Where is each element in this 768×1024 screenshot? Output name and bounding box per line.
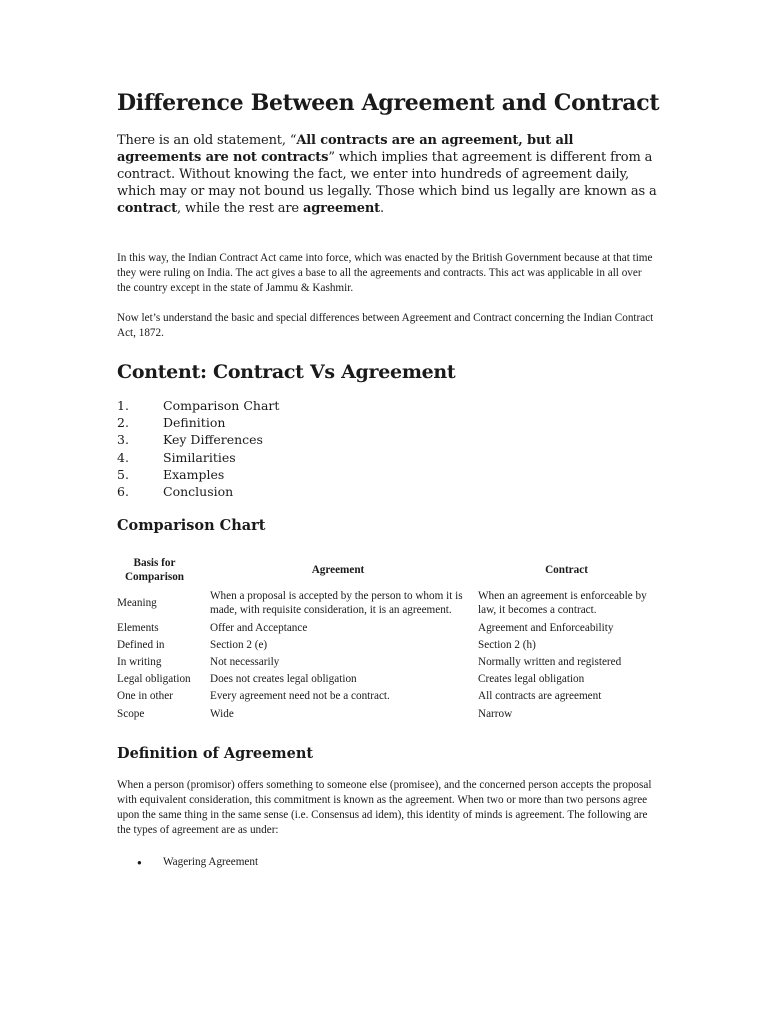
contents-item-number: 3. <box>117 432 129 448</box>
table-row <box>117 619 657 636</box>
intro-bold-agreement: agreement <box>302 201 380 216</box>
table-cell-basis: Elements <box>117 621 159 634</box>
table-header-agreement: Agreement <box>311 564 365 577</box>
contents-list <box>117 397 657 500</box>
table-cell-agreement: Wide <box>210 707 234 720</box>
contents-item-number: 4. <box>117 449 129 465</box>
table-header-contract: Contract <box>545 564 588 577</box>
contents-item-label: Examples <box>163 466 225 482</box>
table-row <box>117 588 657 619</box>
intro-text-2: ” which implies that agreement is different from a contract. Without knowing the fact, we enter into hundreds of agreement daily, which may or may not bound us legally. Those which bind us legally are known as a <box>117 150 657 199</box>
table-row <box>117 688 657 705</box>
intro-text-3: , while the rest are <box>177 201 303 216</box>
table-header-row <box>117 554 657 587</box>
table-cell-basis: One in other <box>117 690 173 703</box>
paragraph-understand-differences: Now let’s understand the basic and special differences between Agreement and Contract concerning the Indian Contract Act, 1872. <box>117 312 654 339</box>
list-item <box>117 855 657 870</box>
contents-item-label: Comparison Chart <box>163 398 280 413</box>
table-cell-contract: Narrow <box>478 707 513 720</box>
agreement-types-list <box>117 855 657 870</box>
contents-item[interactable] <box>117 431 657 448</box>
paragraph-indian-contract-act: In this way, the Indian Contract Act came into force, which was enacted by the British Government because at that time they were ruling on India. The act gives a base to all the agreements and contracts. This act was applicable in all over the country except in the state of Jammu & Kashmir. <box>117 252 653 294</box>
table-cell-contract: Section 2 (h) <box>478 638 536 651</box>
definition-heading: Definition of Agreement <box>117 745 314 763</box>
bullet-icon: ● <box>137 858 142 868</box>
content-heading: Content: Contract Vs Agreement <box>117 361 456 383</box>
contents-item-number: 2. <box>117 415 129 431</box>
table-row <box>117 671 657 688</box>
contents-item[interactable] <box>117 414 657 431</box>
table-cell-agreement: Does not creates legal obligation <box>210 673 357 686</box>
table-cell-agreement: Offer and Acceptance <box>210 621 308 634</box>
table-cell-contract: Creates legal obligation <box>478 673 585 686</box>
contents-item-label: Key Differences <box>163 432 263 448</box>
document-page <box>117 88 660 870</box>
table-cell-agreement: Not necessarily <box>210 655 280 668</box>
contents-item[interactable] <box>117 466 657 483</box>
contents-item[interactable] <box>117 483 657 500</box>
table-header-basis: Basis for Comparison <box>124 557 185 584</box>
table-cell-basis: Defined in <box>117 638 165 651</box>
intro-text-4: . <box>380 201 384 216</box>
table-cell-basis: In writing <box>117 655 162 668</box>
comparison-chart-heading: Comparison Chart <box>117 517 266 535</box>
table-row <box>117 653 657 670</box>
table-cell-agreement: Section 2 (e) <box>210 638 268 651</box>
table-cell-contract: Agreement and Enforceability <box>478 621 614 634</box>
table-cell-contract: All contracts are agreement <box>478 690 602 703</box>
contents-item[interactable] <box>117 449 657 466</box>
table-cell-contract: Normally written and registered <box>478 655 622 668</box>
table-cell-agreement: When a proposal is accepted by the person to whom it is made, with requisite consideration, it is an agreement. <box>210 590 463 617</box>
intro-text-1: There is an old statement, “ <box>117 133 297 148</box>
contents-item-number: 5. <box>117 466 129 482</box>
table-row <box>117 705 657 722</box>
table-cell-basis: Meaning <box>117 597 157 610</box>
contents-item-number: 6. <box>117 484 129 500</box>
definition-paragraph: When a person (promisor) offers something to someone else (promisee), and the concerned person accepts the proposal with equivalent consideration, this commitment is known as the agreement. When two or more than two persons agree upon the same thing in the same sense (i.e. Consensus ad idem), this identity of minds is agreement. The following are the types of agreement are as under: <box>117 779 652 837</box>
comparison-table <box>117 554 657 722</box>
table-cell-basis: Scope <box>117 707 145 720</box>
intro-bold-contract: contract <box>117 201 178 216</box>
table-cell-agreement: Every agreement need not be a contract. <box>210 690 390 703</box>
contents-item-label: Similarities <box>163 449 236 465</box>
intro-paragraph <box>117 132 657 217</box>
contents-item[interactable] <box>117 397 657 414</box>
contents-item-label: Definition <box>163 415 226 431</box>
contents-item-number: 1. <box>117 398 129 413</box>
table-row <box>117 636 657 653</box>
table-cell-contract: When an agreement is enforceable by law, it becomes a contract. <box>478 590 647 617</box>
intro-bold-statement: All contracts are an agreement, but all agreements are not contracts <box>117 133 574 165</box>
list-item-label: Wagering Agreement <box>163 856 259 869</box>
contents-item-label: Conclusion <box>163 484 234 500</box>
table-cell-basis: Legal obligation <box>117 673 191 686</box>
document-title: Difference Between Agreement and Contract <box>117 90 660 116</box>
